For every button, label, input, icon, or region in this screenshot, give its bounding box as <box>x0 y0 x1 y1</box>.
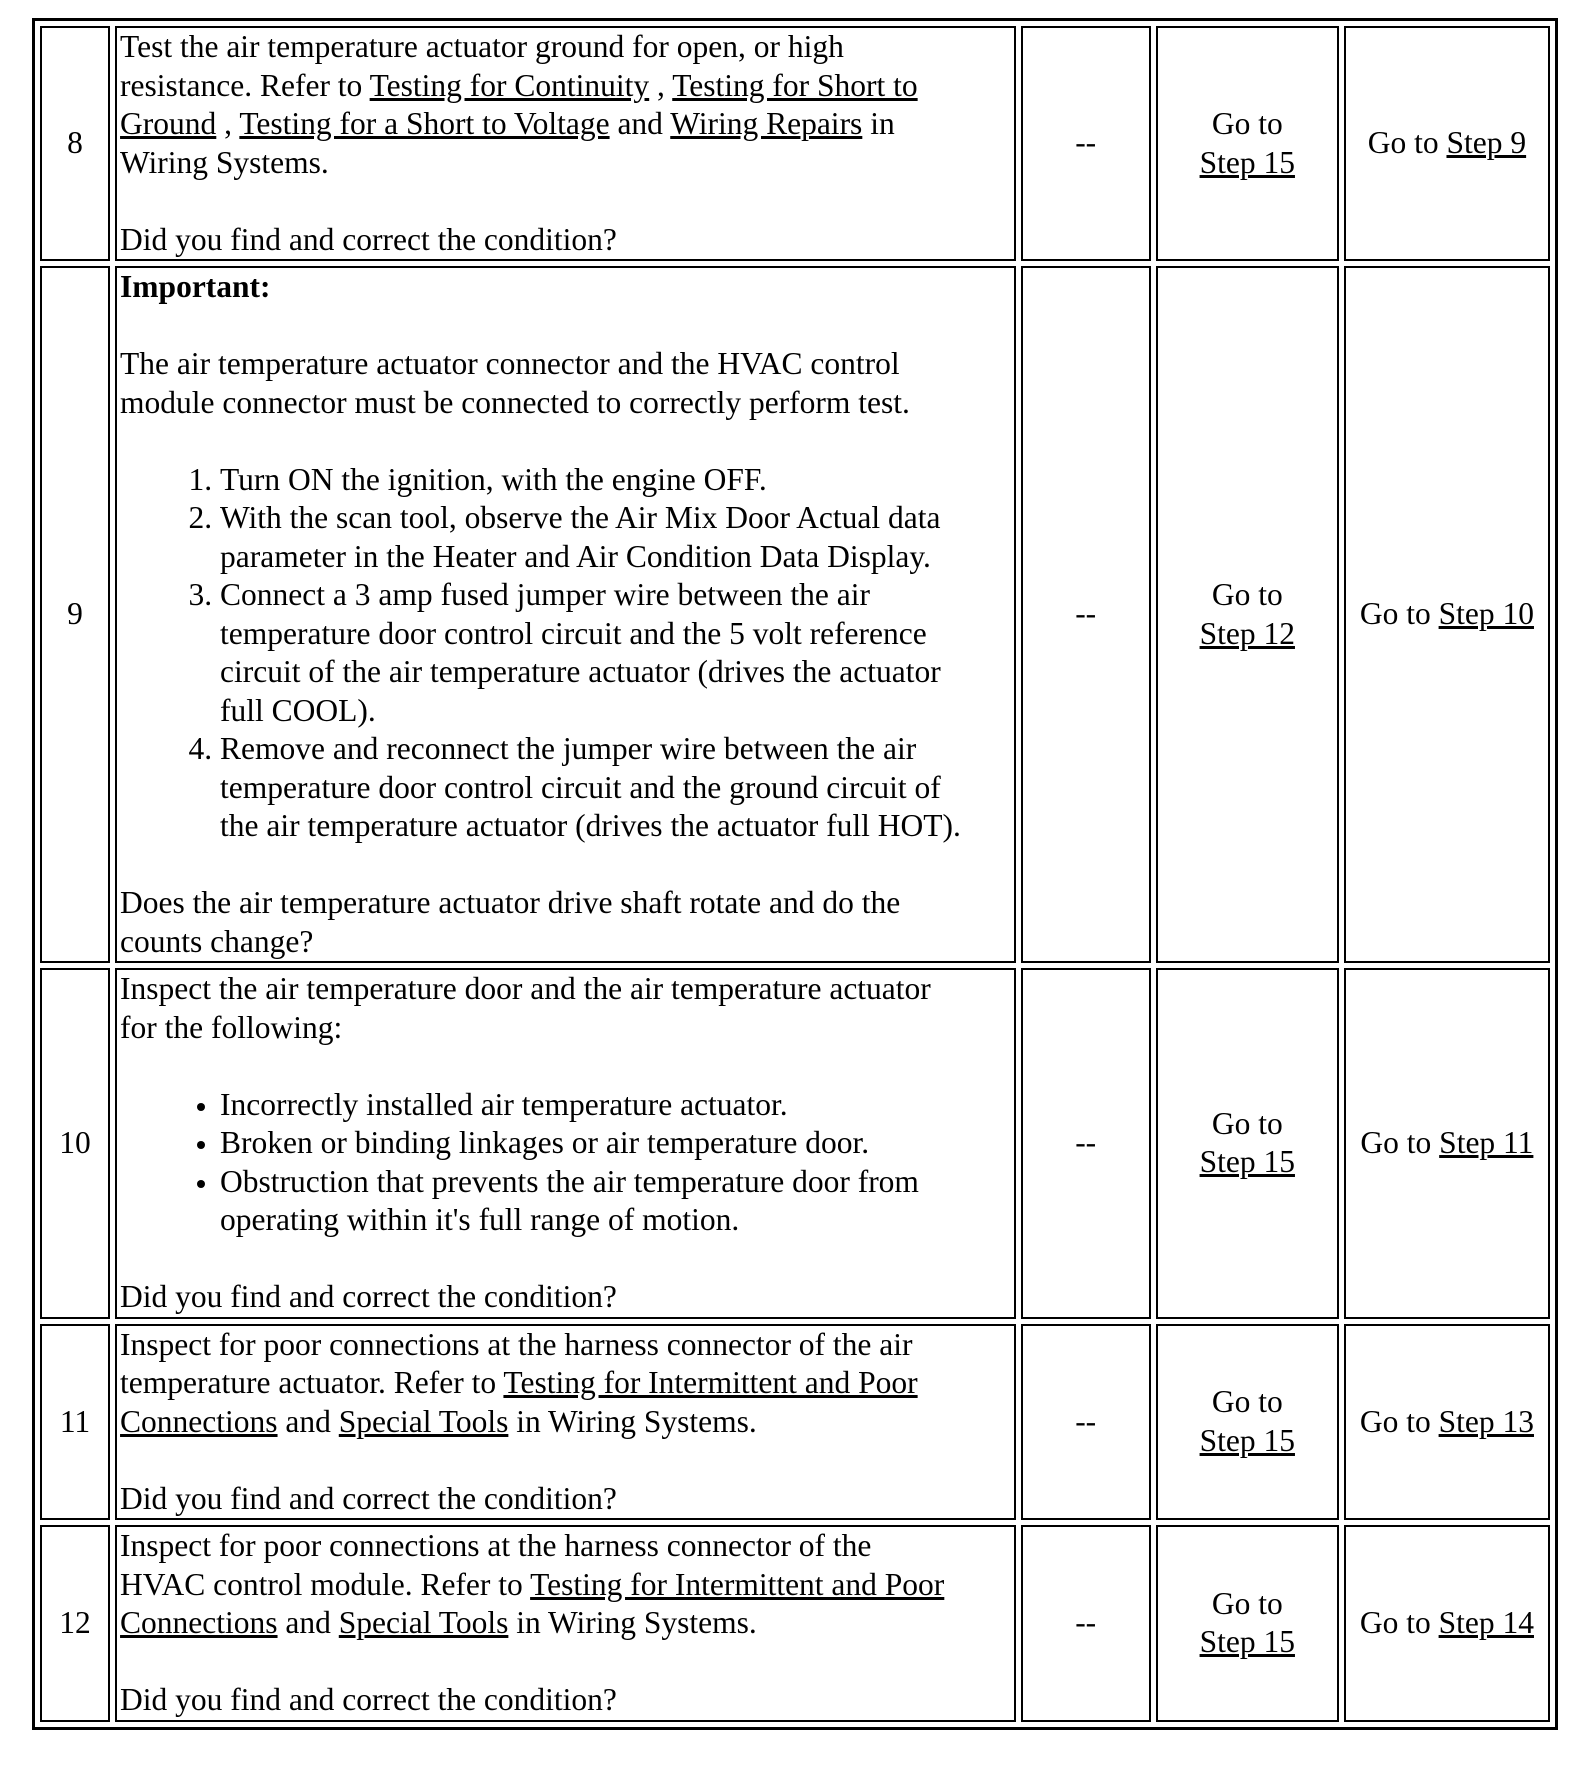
yes-step-link-wrap <box>1161 1623 1334 1662</box>
list-item <box>220 499 1011 576</box>
table-row <box>40 1525 1550 1722</box>
text-segment: and <box>277 1605 339 1640</box>
go-to-text: Go to <box>1211 1384 1283 1420</box>
step-number-cell: 12 <box>40 1525 110 1722</box>
reference-link[interactable]: Testing for Continuity <box>369 67 650 103</box>
text-segment: Wiring Systems. <box>120 144 329 180</box>
yes-step-link-wrap <box>1161 1422 1334 1461</box>
reference-link[interactable]: Testing for Intermittent and Poor <box>530 1566 945 1602</box>
step-question-line: counts change? <box>120 923 314 959</box>
text-line <box>120 384 1011 423</box>
list-item-line: temperature door control circuit and the 5 volt reference <box>220 615 927 651</box>
go-to-text: Go to <box>1211 1585 1283 1621</box>
no-step-link[interactable]: Step 10 <box>1438 596 1534 632</box>
reference-link[interactable]: Connections <box>120 1605 278 1640</box>
yes-step-link-wrap <box>1161 615 1334 654</box>
step-question: Did you find and correct the condition? <box>120 1279 617 1314</box>
yes-result-cell <box>1156 1525 1339 1722</box>
yes-step-link[interactable]: Step 12 <box>1199 615 1295 651</box>
text-line <box>120 1364 1011 1403</box>
bulleted-inspection-list <box>120 1086 1011 1240</box>
no-step-link[interactable]: Step 11 <box>1439 1125 1534 1160</box>
reference-link[interactable]: Ground <box>120 106 217 141</box>
text-segment: in Wiring Systems. <box>508 1403 757 1439</box>
yes-step-link[interactable]: Step 15 <box>1199 144 1295 180</box>
step-number-cell: 10 <box>40 968 110 1319</box>
go-to-text: Go to <box>1359 1403 1439 1439</box>
value-cell: -- <box>1021 1324 1151 1521</box>
table-row <box>40 1324 1550 1521</box>
table-row <box>40 26 1550 261</box>
text-line <box>120 345 1011 384</box>
value-cell: -- <box>1021 968 1151 1319</box>
value-cell: -- <box>1021 1525 1151 1722</box>
text-segment: for the following: <box>120 1009 343 1045</box>
yes-step-link[interactable]: Step 15 <box>1199 1144 1295 1180</box>
text-line <box>120 1009 1011 1048</box>
step-action-cell <box>115 26 1016 261</box>
text-segment: Test the air temperature actuator ground for open, or high <box>120 29 844 64</box>
no-result-cell <box>1344 968 1550 1319</box>
yes-step-link[interactable]: Step 15 <box>1199 1422 1295 1458</box>
list-item-line: 2. With the scan tool, observe the Air Mix Door Actual data <box>220 500 941 535</box>
text-segment: Inspect for poor connections at the harness connector of the <box>120 1528 872 1563</box>
yes-result-cell <box>1156 1324 1339 1521</box>
reference-link[interactable]: Testing for Intermittent and Poor <box>503 1365 918 1400</box>
text-line <box>120 970 1011 1009</box>
spacer <box>120 1240 1011 1279</box>
text-segment: Inspect for poor connections at the harness connector of the air <box>120 1326 913 1362</box>
reference-link[interactable]: Special Tools <box>338 1403 509 1439</box>
go-to-text: Go to <box>1211 106 1283 141</box>
yes-result-cell <box>1156 968 1339 1319</box>
text-line <box>120 1604 1011 1643</box>
text-line <box>120 1566 1011 1605</box>
text-line <box>120 1527 1011 1566</box>
text-line <box>120 105 1011 144</box>
list-item-line: 1. Turn ON the ignition, with the engine OFF. <box>220 461 767 497</box>
text-line <box>120 67 1011 106</box>
reference-link[interactable]: Special Tools <box>338 1605 509 1640</box>
step-question-line: Does the air temperature actuator drive shaft rotate and do the <box>120 885 901 920</box>
list-item-line: temperature door control circuit and the ground circuit of <box>220 769 941 805</box>
list-item-line: the air temperature actuator (drives the actuator full HOT). <box>220 808 961 843</box>
step-question: Did you find and correct the condition? <box>120 1682 617 1717</box>
list-item-line: circuit of the air temperature actuator (drives the actuator <box>220 654 941 689</box>
reference-link[interactable]: Testing for a Short to Voltage <box>239 106 610 141</box>
step-number-cell: 11 <box>40 1324 110 1521</box>
list-item-line: • Incorrectly installed air temperature actuator. <box>220 1086 788 1122</box>
list-item-line: parameter in the Heater and Air Condition Data Display. <box>220 538 931 574</box>
list-item-line: • Broken or binding linkages or air temperature door. <box>220 1125 870 1160</box>
diagnostic-table-container <box>32 18 1558 1730</box>
value-cell: -- <box>1021 26 1151 261</box>
text-segment: Inspect the air temperature door and the air temperature actuator <box>120 971 931 1006</box>
no-step-link[interactable]: Step 14 <box>1438 1605 1534 1640</box>
text-segment: , <box>649 67 673 103</box>
step-question: Did you find and correct the condition? <box>120 1480 617 1516</box>
list-item-line: 4. Remove and reconnect the jumper wire between the air <box>220 731 917 766</box>
go-to-text: Go to <box>1367 125 1447 161</box>
reference-link[interactable]: Connections <box>120 1403 278 1439</box>
reference-link[interactable]: Testing for Short to <box>672 67 918 103</box>
list-item <box>220 1124 1011 1163</box>
diagnostic-steps-table <box>32 18 1558 1730</box>
spacer <box>120 846 1011 885</box>
yes-step-link-wrap <box>1161 144 1334 183</box>
yes-step-link-wrap <box>1161 1143 1334 1182</box>
spacer <box>120 1441 1011 1480</box>
text-segment: The air temperature actuator connector and the HVAC control <box>120 346 900 381</box>
list-item-line: full COOL). <box>220 692 376 728</box>
text-line <box>120 144 1011 183</box>
spacer <box>120 1047 1011 1086</box>
yes-step-link[interactable]: Step 15 <box>1199 1624 1295 1660</box>
text-segment: module connector must be connected to correctly perform test. <box>120 384 910 420</box>
table-row <box>40 266 1550 963</box>
steps-table-body <box>40 26 1550 1722</box>
text-line <box>120 1326 1011 1365</box>
text-line <box>120 28 1011 67</box>
go-to-text: Go to <box>1211 1105 1283 1141</box>
important-label: Important: <box>120 269 271 304</box>
no-result-cell <box>1344 26 1550 261</box>
list-item <box>220 461 1011 500</box>
no-result-cell <box>1344 1525 1550 1722</box>
go-to-text: Go to <box>1211 577 1283 612</box>
go-to-text: Go to <box>1359 1605 1439 1640</box>
list-item <box>220 1163 1011 1240</box>
list-item <box>220 576 1011 730</box>
go-to-text: Go to <box>1360 1125 1440 1160</box>
text-line <box>120 1403 1011 1442</box>
list-item-line: • Obstruction that prevents the air temperature door from <box>220 1163 919 1199</box>
text-segment: temperature actuator. Refer to <box>120 1365 504 1400</box>
list-item <box>220 730 1011 846</box>
list-item <box>220 1086 1011 1125</box>
value-cell: -- <box>1021 266 1151 963</box>
step-action-cell <box>115 266 1016 963</box>
spacer <box>120 1643 1011 1682</box>
yes-result-cell <box>1156 266 1339 963</box>
list-item-line: 3. Connect a 3 amp fused jumper wire between the air <box>220 577 870 612</box>
step-number-cell: 9 <box>40 266 110 963</box>
go-to-text: Go to <box>1359 596 1439 632</box>
text-segment: in Wiring Systems. <box>508 1605 757 1640</box>
step-question: Did you find and correct the condition? <box>120 221 617 257</box>
no-step-link[interactable]: Step 13 <box>1438 1403 1534 1439</box>
text-segment: resistance. Refer to <box>120 67 370 103</box>
step-action-cell <box>115 1324 1016 1521</box>
table-row <box>40 968 1550 1319</box>
text-segment: , <box>216 106 240 141</box>
yes-result-cell <box>1156 26 1339 261</box>
spacer <box>120 307 1011 346</box>
text-segment: in <box>862 106 895 141</box>
reference-link[interactable]: Wiring Repairs <box>670 106 863 141</box>
step-action-cell <box>115 1525 1016 1722</box>
numbered-procedure-list <box>120 461 1011 846</box>
text-segment: and <box>277 1403 339 1439</box>
text-segment: and <box>609 106 671 141</box>
no-result-cell <box>1344 1324 1550 1521</box>
step-action-cell <box>115 968 1016 1319</box>
spacer <box>120 422 1011 461</box>
no-result-cell <box>1344 266 1550 963</box>
spacer <box>120 182 1011 221</box>
text-segment: HVAC control module. Refer to <box>120 1566 531 1602</box>
step-number-cell: 8 <box>40 26 110 261</box>
list-item-line: operating within it's full range of motion. <box>220 1202 740 1237</box>
no-step-link[interactable]: Step 9 <box>1446 125 1527 161</box>
